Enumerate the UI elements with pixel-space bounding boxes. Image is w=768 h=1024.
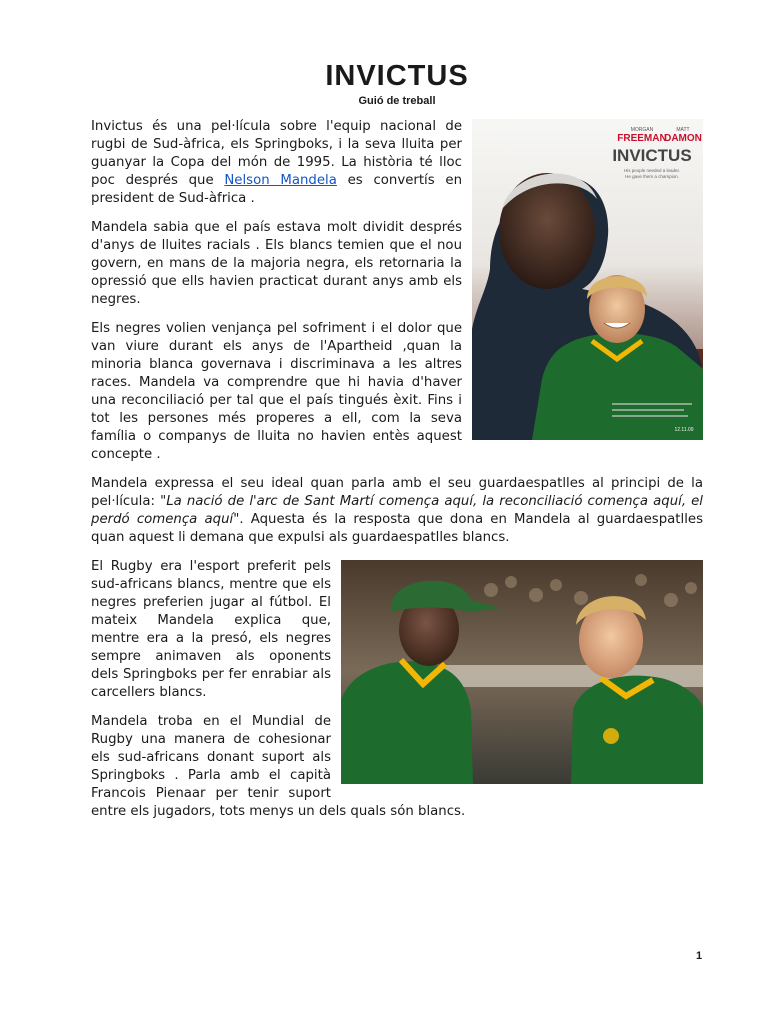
poster-title: INVICTUS bbox=[612, 146, 692, 165]
document-page bbox=[91, 58, 703, 832]
poster-tagline-2: He gave them a champion. bbox=[625, 174, 679, 179]
mandela-pienaar-photo bbox=[341, 560, 703, 784]
paragraph-4-text: Mandela expressa el seu ideal quan parla amb el seu guardaespatlles al principi de la pel·lícula: bbox=[91, 476, 703, 509]
mandela-quote: "La nació de l'arc de Sant Martí comença aquí, la reconciliació comença aquí, el perdó comença aquí" bbox=[91, 494, 703, 527]
paragraph-4 bbox=[91, 475, 703, 547]
paragraph-4-text-end: . Aquesta és la resposta que dona en Mandela al guardaespatlles quan aquest li demana que expulsi als guardaespatlles blancs. bbox=[91, 512, 703, 545]
paragraph-1-text-end: es convertís en president de Sud-àfrica . bbox=[91, 173, 462, 206]
paragraph-6: Mandela troba en el Mundial de Rugby una manera de cohesionar els sud-africans donant suport als Springboks . Parla amb el capità Francois Pienaar per tenir suport entre els jugadors, tots menys un dels quals són blancs. bbox=[91, 714, 466, 819]
paragraph-1-text: Invictus és una pel·lícula sobre l'equip nacional de rugbi de Sud-àfrica, els Springboks, i la seva lluita per guanyar la Copa del món de 1995. La història té lloc poc després que bbox=[91, 119, 462, 188]
page-number: 1 bbox=[696, 950, 703, 962]
paragraph-2: Mandela sabia que el país estava molt dividit després d'anys de lluites racials . Els blancs temien que el nou govern, en mans de la majoria negra, els retornaria la opressió que ells havien practicat durant anys amb els negres. bbox=[91, 220, 462, 307]
document-title: INVICTUS bbox=[325, 60, 469, 92]
nelson-mandela-link[interactable]: Nelson Mandela bbox=[224, 173, 337, 188]
poster-actor2: DAMON bbox=[664, 133, 702, 144]
poster-actor1-first: MORGAN bbox=[630, 127, 654, 133]
invictus-poster-image bbox=[472, 119, 703, 440]
poster-actor1: FREEMAN bbox=[617, 133, 667, 144]
poster-tagline-1: His people needed a leader. bbox=[623, 168, 681, 173]
paragraph-5: El Rugby era l'esport preferit pels sud-africans blancs, mentre que els negres preferien jugar al fútbol. El mateix Mandela explica que, mentre era a la presó, els negres sempre animaven als oponents dels Springboks per fer enrabiar als carcellers blancs. bbox=[91, 559, 331, 700]
poster-date: 12.11.09 bbox=[674, 427, 694, 433]
document-body bbox=[91, 118, 703, 821]
document-subtitle: Guió de treball bbox=[358, 95, 436, 107]
poster-actor2-first: MATT bbox=[676, 127, 690, 133]
paragraph-3: Els negres volien venjança pel sofriment i el dolor que van viure durant els anys de l'Apartheid ,quan la minoria blanca governava i discriminava a les altres races. Mandela va comprendre que hi havia d'haver una reconciliació per tal que el país tingués èxit. Fins i tot les persones més properes a ell, com la seva família o companys de lluita no havien entès aquest concepte . bbox=[91, 321, 462, 462]
